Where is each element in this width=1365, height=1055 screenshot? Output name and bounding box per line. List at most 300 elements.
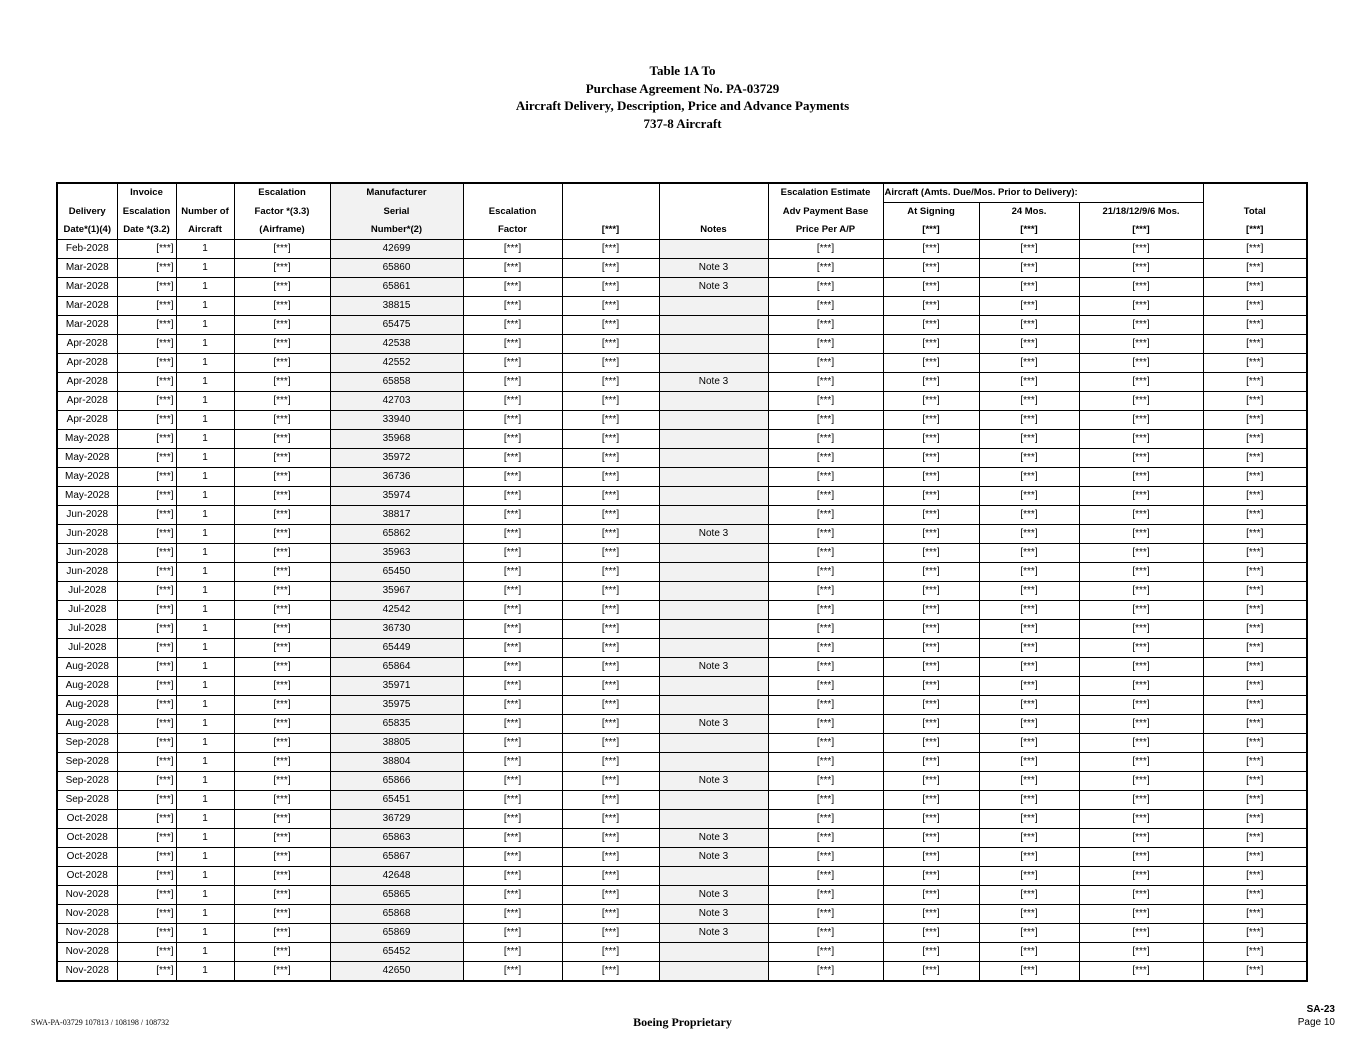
table-cell: [***] bbox=[1203, 734, 1307, 753]
header-cell: Serial bbox=[330, 203, 463, 222]
table-cell: [***] bbox=[117, 620, 176, 639]
delivery-table bbox=[56, 182, 1308, 982]
table-cell: [***] bbox=[883, 753, 979, 772]
table-cell bbox=[659, 544, 768, 563]
table-row bbox=[57, 753, 1307, 772]
table-row bbox=[57, 411, 1307, 430]
table-cell bbox=[659, 620, 768, 639]
table-cell: [***] bbox=[883, 620, 979, 639]
table-cell: [***] bbox=[1079, 753, 1203, 772]
table-cell: Oct-2028 bbox=[57, 867, 117, 886]
table-cell: [***] bbox=[1203, 468, 1307, 487]
table-cell: [***] bbox=[463, 772, 562, 791]
header-cell bbox=[659, 183, 768, 203]
table-cell: [***] bbox=[883, 924, 979, 943]
table-row bbox=[57, 810, 1307, 829]
table-cell: [***] bbox=[1203, 753, 1307, 772]
table-cell: 1 bbox=[176, 468, 234, 487]
table-cell: Sep-2028 bbox=[57, 791, 117, 810]
table-cell: 1 bbox=[176, 430, 234, 449]
header-cell: Factor bbox=[463, 221, 562, 240]
table-cell: [***] bbox=[883, 772, 979, 791]
table-cell: [***] bbox=[883, 962, 979, 982]
table-cell bbox=[659, 430, 768, 449]
table-cell: [***] bbox=[883, 316, 979, 335]
table-cell: [***] bbox=[768, 810, 883, 829]
title-line-2: Purchase Agreement No. PA-03729 bbox=[585, 80, 780, 96]
table-cell bbox=[659, 297, 768, 316]
table-cell: [***] bbox=[562, 905, 659, 924]
table-cell: [***] bbox=[883, 848, 979, 867]
table-row bbox=[57, 582, 1307, 601]
table-cell: 1 bbox=[176, 886, 234, 905]
table-cell: Note 3 bbox=[659, 525, 768, 544]
table-cell: [***] bbox=[883, 411, 979, 430]
table-cell: [***] bbox=[883, 734, 979, 753]
table-cell: [***] bbox=[768, 582, 883, 601]
group-header: Aircraft (Amts. Due/Mos. Prior to Delivery): bbox=[883, 183, 1203, 203]
table-cell: 35971 bbox=[330, 677, 463, 696]
table-cell: Note 3 bbox=[659, 848, 768, 867]
table-cell: 35963 bbox=[330, 544, 463, 563]
table-cell: [***] bbox=[1079, 449, 1203, 468]
table-row bbox=[57, 601, 1307, 620]
table-cell: [***] bbox=[768, 677, 883, 696]
table-cell: [***] bbox=[234, 924, 330, 943]
table-cell: [***] bbox=[1203, 525, 1307, 544]
table-cell: Oct-2028 bbox=[57, 810, 117, 829]
table-cell: [***] bbox=[117, 962, 176, 982]
table-cell: 65861 bbox=[330, 278, 463, 297]
table-cell: [***] bbox=[1203, 696, 1307, 715]
table-row bbox=[57, 848, 1307, 867]
table-cell: [***] bbox=[117, 753, 176, 772]
table-cell: Aug-2028 bbox=[57, 715, 117, 734]
table-cell: [***] bbox=[979, 297, 1079, 316]
table-cell: [***] bbox=[117, 278, 176, 297]
table-cell: Jun-2028 bbox=[57, 544, 117, 563]
table-cell: [***] bbox=[1203, 316, 1307, 335]
table-cell: 65862 bbox=[330, 525, 463, 544]
table-cell: [***] bbox=[234, 867, 330, 886]
table-cell: [***] bbox=[768, 544, 883, 563]
table-cell bbox=[659, 411, 768, 430]
table-cell: [***] bbox=[1203, 829, 1307, 848]
table-cell: [***] bbox=[463, 658, 562, 677]
table-cell: [***] bbox=[1203, 240, 1307, 259]
table-cell: [***] bbox=[979, 772, 1079, 791]
header-cell: Total bbox=[1203, 203, 1307, 222]
table-cell: [***] bbox=[117, 259, 176, 278]
table-cell: [***] bbox=[1203, 677, 1307, 696]
table-cell: [***] bbox=[1079, 430, 1203, 449]
table-cell: [***] bbox=[768, 715, 883, 734]
table-cell: [***] bbox=[1203, 335, 1307, 354]
table-cell: [***] bbox=[562, 487, 659, 506]
header-cell bbox=[562, 203, 659, 222]
table-cell: [***] bbox=[1079, 639, 1203, 658]
table-cell: [***] bbox=[117, 772, 176, 791]
table-cell: [***] bbox=[768, 297, 883, 316]
table-cell: [***] bbox=[979, 335, 1079, 354]
table-cell: 1 bbox=[176, 848, 234, 867]
table-cell bbox=[659, 601, 768, 620]
table-cell bbox=[659, 563, 768, 582]
footer-sa-number: SA-23 bbox=[1306, 1004, 1335, 1015]
table-row bbox=[57, 772, 1307, 791]
table-cell: Nov-2028 bbox=[57, 924, 117, 943]
table-cell: [***] bbox=[1079, 544, 1203, 563]
table-cell: [***] bbox=[979, 848, 1079, 867]
table-cell: [***] bbox=[117, 544, 176, 563]
table-cell: [***] bbox=[1203, 810, 1307, 829]
table-cell: [***] bbox=[883, 658, 979, 677]
header-cell: Delivery bbox=[57, 203, 117, 222]
table-cell: 35968 bbox=[330, 430, 463, 449]
table-cell: Note 3 bbox=[659, 886, 768, 905]
table-cell: [***] bbox=[117, 905, 176, 924]
table-cell: [***] bbox=[1079, 791, 1203, 810]
table-cell: [***] bbox=[768, 506, 883, 525]
table-cell: [***] bbox=[979, 240, 1079, 259]
table-cell: [***] bbox=[234, 582, 330, 601]
table-cell: [***] bbox=[117, 943, 176, 962]
table-cell: [***] bbox=[1079, 506, 1203, 525]
table-cell: [***] bbox=[562, 506, 659, 525]
table-cell: [***] bbox=[234, 772, 330, 791]
table-row bbox=[57, 392, 1307, 411]
table-row bbox=[57, 620, 1307, 639]
table-cell: [***] bbox=[979, 582, 1079, 601]
table-cell: [***] bbox=[463, 582, 562, 601]
table-cell: [***] bbox=[979, 468, 1079, 487]
header-cell: 24 Mos. bbox=[979, 203, 1079, 222]
table-cell: 42648 bbox=[330, 867, 463, 886]
table-cell: [***] bbox=[562, 316, 659, 335]
table-cell: [***] bbox=[234, 829, 330, 848]
table-cell: Aug-2028 bbox=[57, 677, 117, 696]
header-cell: Date *(3.2) bbox=[117, 221, 176, 240]
table-cell: [***] bbox=[117, 373, 176, 392]
table-cell: [***] bbox=[883, 259, 979, 278]
table-cell: [***] bbox=[562, 772, 659, 791]
table-cell: [***] bbox=[883, 373, 979, 392]
header-cell: Number of bbox=[176, 203, 234, 222]
header-cell: [***] bbox=[1203, 221, 1307, 240]
table-cell: [***] bbox=[768, 867, 883, 886]
table-cell: [***] bbox=[562, 943, 659, 962]
table-cell: [***] bbox=[883, 829, 979, 848]
table-cell: 1 bbox=[176, 867, 234, 886]
header-cell bbox=[562, 183, 659, 203]
table-cell: [***] bbox=[117, 810, 176, 829]
table-cell: [***] bbox=[1079, 810, 1203, 829]
table-cell: [***] bbox=[562, 297, 659, 316]
table-cell: [***] bbox=[1079, 620, 1203, 639]
table-cell: [***] bbox=[1203, 487, 1307, 506]
table-cell: [***] bbox=[768, 772, 883, 791]
table-cell: [***] bbox=[463, 696, 562, 715]
table-cell: [***] bbox=[1079, 601, 1203, 620]
table-cell bbox=[659, 677, 768, 696]
table-cell: 1 bbox=[176, 449, 234, 468]
table-cell: [***] bbox=[768, 373, 883, 392]
table-cell: [***] bbox=[234, 696, 330, 715]
table-cell: [***] bbox=[463, 468, 562, 487]
table-cell: [***] bbox=[979, 506, 1079, 525]
table-cell: [***] bbox=[562, 753, 659, 772]
table-cell: [***] bbox=[979, 544, 1079, 563]
table-cell: Mar-2028 bbox=[57, 259, 117, 278]
table-cell: [***] bbox=[562, 620, 659, 639]
table-cell: [***] bbox=[1203, 658, 1307, 677]
table-cell: [***] bbox=[979, 829, 1079, 848]
header-row-1 bbox=[57, 183, 1307, 203]
table-cell: Aug-2028 bbox=[57, 658, 117, 677]
header-cell bbox=[1203, 183, 1307, 203]
table-cell: [***] bbox=[883, 582, 979, 601]
table-cell: [***] bbox=[117, 696, 176, 715]
header-cell: Escalation bbox=[117, 203, 176, 222]
title-line-4: 737-8 Aircraft bbox=[643, 115, 722, 131]
table-cell: [***] bbox=[979, 563, 1079, 582]
table-cell: [***] bbox=[768, 601, 883, 620]
table-cell: [***] bbox=[883, 354, 979, 373]
table-cell: [***] bbox=[463, 411, 562, 430]
table-cell: [***] bbox=[234, 449, 330, 468]
table-cell: [***] bbox=[979, 867, 1079, 886]
table-cell: [***] bbox=[1203, 411, 1307, 430]
table-cell: [***] bbox=[883, 639, 979, 658]
table-cell: [***] bbox=[117, 316, 176, 335]
table-cell: [***] bbox=[883, 278, 979, 297]
table-cell: [***] bbox=[463, 639, 562, 658]
table-cell: 1 bbox=[176, 582, 234, 601]
table-cell: [***] bbox=[1079, 563, 1203, 582]
table-cell: [***] bbox=[234, 335, 330, 354]
table-cell: [***] bbox=[768, 753, 883, 772]
table-cell: [***] bbox=[1079, 373, 1203, 392]
footer-page-number: Page 10 bbox=[1297, 1017, 1335, 1028]
table-cell: Note 3 bbox=[659, 658, 768, 677]
table-cell: [***] bbox=[562, 715, 659, 734]
table-cell: [***] bbox=[1079, 658, 1203, 677]
table-row bbox=[57, 791, 1307, 810]
table-cell: 1 bbox=[176, 525, 234, 544]
table-cell: [***] bbox=[234, 373, 330, 392]
table-cell: Sep-2028 bbox=[57, 734, 117, 753]
table-cell: [***] bbox=[768, 525, 883, 544]
table-cell: [***] bbox=[1203, 848, 1307, 867]
table-cell: 1 bbox=[176, 677, 234, 696]
header-cell: [***] bbox=[979, 221, 1079, 240]
table-cell: [***] bbox=[562, 829, 659, 848]
table-cell: [***] bbox=[463, 905, 562, 924]
table-cell: [***] bbox=[463, 278, 562, 297]
table-cell: [***] bbox=[117, 734, 176, 753]
table-cell: [***] bbox=[979, 810, 1079, 829]
table-cell: [***] bbox=[979, 639, 1079, 658]
table-row bbox=[57, 430, 1307, 449]
table-cell: [***] bbox=[883, 677, 979, 696]
table-cell: [***] bbox=[117, 506, 176, 525]
table-cell: [***] bbox=[1079, 924, 1203, 943]
table-cell: 1 bbox=[176, 696, 234, 715]
table-cell: [***] bbox=[562, 525, 659, 544]
table-cell: 1 bbox=[176, 734, 234, 753]
table-cell: [***] bbox=[234, 734, 330, 753]
table-cell: [***] bbox=[562, 962, 659, 982]
table-cell: 65866 bbox=[330, 772, 463, 791]
table-row bbox=[57, 544, 1307, 563]
table-cell: 65475 bbox=[330, 316, 463, 335]
table-cell: 1 bbox=[176, 544, 234, 563]
table-cell: [***] bbox=[1079, 259, 1203, 278]
table-cell: [***] bbox=[768, 886, 883, 905]
table-cell: [***] bbox=[562, 563, 659, 582]
table-cell: Jul-2028 bbox=[57, 601, 117, 620]
table-cell: [***] bbox=[117, 886, 176, 905]
table-cell bbox=[659, 639, 768, 658]
table-cell: [***] bbox=[234, 487, 330, 506]
header-cell: Price Per A/P bbox=[768, 221, 883, 240]
table-cell: [***] bbox=[883, 715, 979, 734]
header-cell: Invoice bbox=[117, 183, 176, 203]
table-cell: [***] bbox=[979, 259, 1079, 278]
table-cell: [***] bbox=[234, 240, 330, 259]
table-cell: 1 bbox=[176, 392, 234, 411]
table-cell: [***] bbox=[1079, 354, 1203, 373]
table-cell: 65863 bbox=[330, 829, 463, 848]
header-cell: At Signing bbox=[883, 203, 979, 222]
table-row bbox=[57, 506, 1307, 525]
table-cell: [***] bbox=[234, 715, 330, 734]
table-cell: [***] bbox=[1079, 392, 1203, 411]
table-cell: 65835 bbox=[330, 715, 463, 734]
header-cell bbox=[57, 183, 117, 203]
table-cell: [***] bbox=[768, 943, 883, 962]
table-cell: Jun-2028 bbox=[57, 563, 117, 582]
table-cell: [***] bbox=[1079, 411, 1203, 430]
table-cell: [***] bbox=[463, 316, 562, 335]
table-cell: [***] bbox=[768, 791, 883, 810]
table-cell: [***] bbox=[234, 259, 330, 278]
table-cell: [***] bbox=[979, 658, 1079, 677]
table-cell: [***] bbox=[768, 696, 883, 715]
table-cell: Aug-2028 bbox=[57, 696, 117, 715]
table-cell: [***] bbox=[463, 810, 562, 829]
table-row bbox=[57, 962, 1307, 982]
table-cell: [***] bbox=[768, 411, 883, 430]
table-cell: [***] bbox=[234, 905, 330, 924]
table-cell bbox=[659, 392, 768, 411]
table-cell: [***] bbox=[463, 715, 562, 734]
table-cell: 65858 bbox=[330, 373, 463, 392]
table-cell bbox=[659, 316, 768, 335]
table-cell: May-2028 bbox=[57, 449, 117, 468]
table-cell: 38805 bbox=[330, 734, 463, 753]
table-cell: [***] bbox=[463, 240, 562, 259]
table-cell: 42538 bbox=[330, 335, 463, 354]
table-cell: [***] bbox=[883, 563, 979, 582]
table-row bbox=[57, 373, 1307, 392]
table-cell: Sep-2028 bbox=[57, 772, 117, 791]
table-cell: [***] bbox=[768, 734, 883, 753]
table-cell: [***] bbox=[1203, 943, 1307, 962]
table-cell: [***] bbox=[1203, 867, 1307, 886]
table-cell bbox=[659, 962, 768, 982]
table-cell: [***] bbox=[463, 829, 562, 848]
table-cell: [***] bbox=[1203, 544, 1307, 563]
table-cell: 1 bbox=[176, 639, 234, 658]
table-cell: [***] bbox=[562, 810, 659, 829]
header-cell: Escalation bbox=[234, 183, 330, 203]
table-cell: [***] bbox=[1079, 772, 1203, 791]
table-row bbox=[57, 829, 1307, 848]
table-cell: [***] bbox=[883, 392, 979, 411]
table-cell: [***] bbox=[979, 449, 1079, 468]
table-cell: [***] bbox=[117, 354, 176, 373]
table-cell: 38817 bbox=[330, 506, 463, 525]
table-cell: [***] bbox=[768, 354, 883, 373]
header-cell: [***] bbox=[883, 221, 979, 240]
table-cell: 38815 bbox=[330, 297, 463, 316]
table-cell: [***] bbox=[463, 392, 562, 411]
table-cell: 36736 bbox=[330, 468, 463, 487]
header-cell: Date*(1)(4) bbox=[57, 221, 117, 240]
table-cell: Note 3 bbox=[659, 278, 768, 297]
table-cell: [***] bbox=[117, 392, 176, 411]
table-cell: [***] bbox=[883, 905, 979, 924]
table-cell: 42542 bbox=[330, 601, 463, 620]
table-cell: [***] bbox=[117, 677, 176, 696]
table-cell: 65452 bbox=[330, 943, 463, 962]
table-row bbox=[57, 734, 1307, 753]
table-row bbox=[57, 867, 1307, 886]
table-cell: [***] bbox=[883, 449, 979, 468]
table-cell: [***] bbox=[117, 430, 176, 449]
table-cell: [***] bbox=[1203, 297, 1307, 316]
table-cell: 33940 bbox=[330, 411, 463, 430]
table-cell: [***] bbox=[979, 943, 1079, 962]
table-cell: 1 bbox=[176, 658, 234, 677]
table-cell: 65449 bbox=[330, 639, 463, 658]
table-cell: 35967 bbox=[330, 582, 463, 601]
table-cell bbox=[659, 753, 768, 772]
table-cell: [***] bbox=[979, 278, 1079, 297]
table-cell: Apr-2028 bbox=[57, 411, 117, 430]
table-row bbox=[57, 639, 1307, 658]
table-cell: Note 3 bbox=[659, 772, 768, 791]
table-cell: [***] bbox=[1203, 772, 1307, 791]
table-cell: 38804 bbox=[330, 753, 463, 772]
header-cell: Notes bbox=[659, 221, 768, 240]
table-cell: May-2028 bbox=[57, 430, 117, 449]
table-cell: 1 bbox=[176, 240, 234, 259]
table-cell: [***] bbox=[562, 639, 659, 658]
table-cell: [***] bbox=[1079, 715, 1203, 734]
table-cell: [***] bbox=[234, 886, 330, 905]
table-cell: [***] bbox=[1203, 449, 1307, 468]
table-cell: [***] bbox=[1203, 601, 1307, 620]
table-cell: [***] bbox=[117, 411, 176, 430]
table-cell: [***] bbox=[117, 449, 176, 468]
table-cell: [***] bbox=[234, 943, 330, 962]
table-cell: [***] bbox=[234, 601, 330, 620]
table-row bbox=[57, 658, 1307, 677]
table-cell bbox=[659, 696, 768, 715]
table-cell: [***] bbox=[1079, 848, 1203, 867]
